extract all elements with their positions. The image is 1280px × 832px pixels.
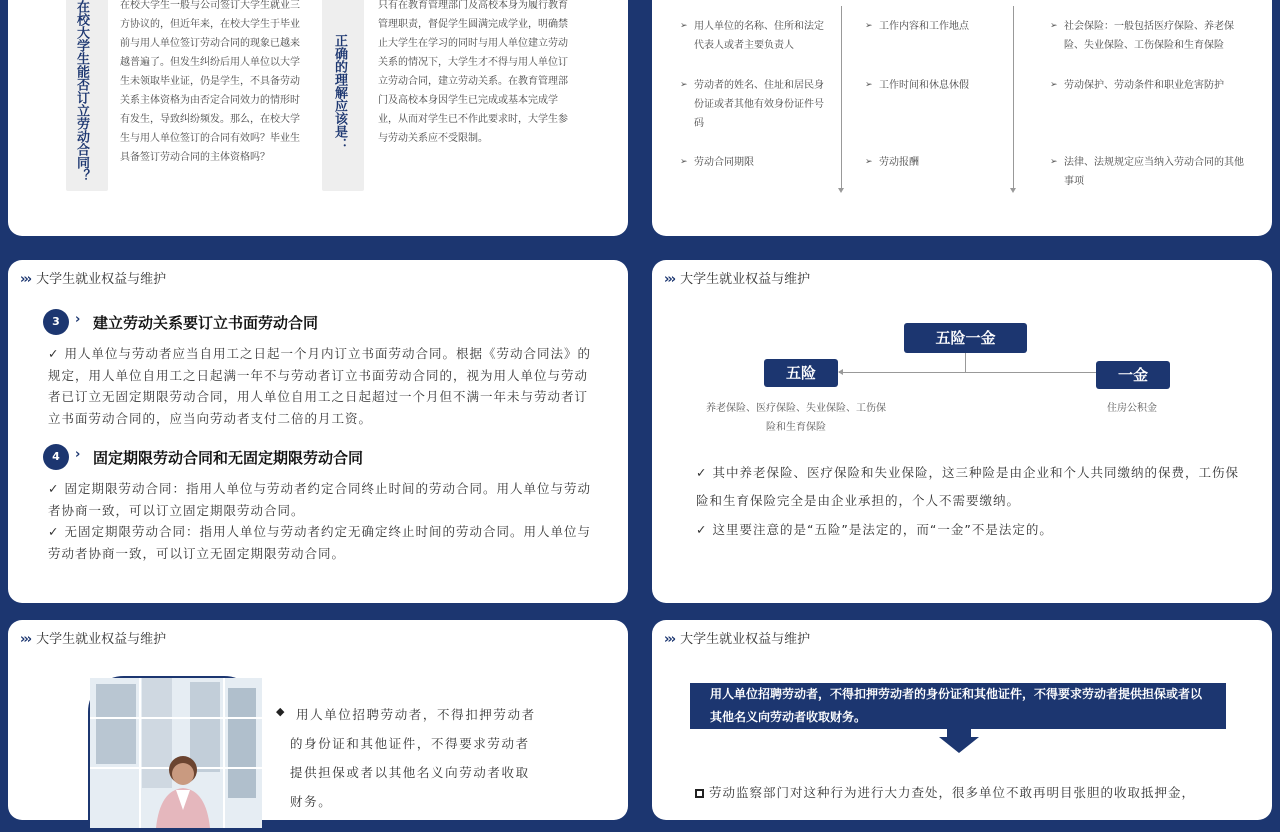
- check-icon: ✓: [48, 346, 65, 361]
- chevron-right-icon: ›: [75, 447, 81, 462]
- check-icon: ✓: [696, 465, 713, 480]
- banner-text: 用人单位招聘劳动者，不得扣押劳动者的身份证和其他证件，不得要求劳动者提供担保或者以其他名义向劳动者收取财务。: [710, 687, 1203, 724]
- inspection-item: 劳动监察部门对这种行为进行大力查处，很多单位不敢再明目张胆的收取抵押金，: [709, 785, 1196, 800]
- paragraph: ✓ 固定期限劳动合同：指用人单位与劳动者约定合同终止时间的劳动合同。用人单位与劳动者协商一致，可以订立固定期限劳动合同。: [48, 481, 591, 518]
- box-five-insurance: 五险: [764, 359, 838, 387]
- triple-chevron-icon: ›››: [20, 632, 31, 647]
- paragraph: ✓ 无固定期限劳动合同：指用人单位与劳动者约定无确定终止时间的劳动合同。用人单位与劳动者协商一致，可以订立无固定期限劳动合同。: [48, 524, 591, 561]
- panel-labor-inspection: [652, 620, 1272, 820]
- note: ✓ 这里要注意的是“五险”是法定的，而“一金”不是法定的。: [696, 522, 1053, 537]
- list-item: ➢ 劳动者的姓名、住址和居民身份证或者其他有效身份证件号码: [680, 76, 826, 133]
- photo-businesswoman: [88, 676, 260, 826]
- section-title: ››› 大学生就业权益与维护: [20, 632, 167, 647]
- answer-body: 只有在教育管理部门及高校本身为履行教育管理职责，督促学生圆满完成学业，明确禁止大学生在学习的同时与用人单位建立劳动关系的情况下，大学生才不得与用人单位订立劳动合同，建立劳动关系。在教育管理部门及高校本身因学生已完成或基本完成学业，从而对学生已不作此要求时，大学生参与劳动关系应不受限制。: [378, 0, 568, 144]
- arrow-left-icon: [838, 369, 843, 375]
- check-icon: ✓: [696, 522, 713, 537]
- caption-insurance: 养老保险、医疗保险、失业保险、工伤保险和生育保险: [706, 403, 886, 433]
- vertical-question: 在校大学生能否订立劳动合同？: [74, 0, 89, 182]
- note: ✓ 其中养老保险、医疗保险和失业保险，这三种险是由企业和个人共同缴纳的保费，工伤保险和生育保险完全是由企业承担的，个人不需要缴纳。: [696, 465, 1239, 508]
- list-item: ➢ 法律、法规规定应当纳入劳动合同的其他事项: [1050, 153, 1246, 191]
- paragraph: ✓ 用人单位与劳动者应当自用工之日起一个月内订立书面劳动合同。根据《劳动合同法》的规定，用人单位自用工之日起满一年不与劳动者订立书面劳动合同的，视为用人单位与劳动者已订立无固定期限劳动合同，用人单位自用工之日起超过一个月但不满一年未与劳动者订立书面劳动合同的，应当向劳动者支付二倍的月工资。: [48, 346, 591, 426]
- vertical-answer: 正确的理解应该是：: [332, 34, 347, 151]
- connector-line: [965, 353, 966, 372]
- connector-line: [839, 372, 1096, 373]
- list-item: ➢ 工作内容和工作地点: [865, 17, 1005, 36]
- check-icon: ✓: [48, 524, 65, 539]
- question-body: 在校大学生一般与公司签订大学生就业三方协议的，但近年来，在校大学生于毕业前与用人单位签订劳动合同的现象已越来越普遍了。但发生纠纷后用人单位以大学生未领取毕业证，仍是学生，不具备劳动关系主体资格为由否定合同效力的情形时有发生，导致纠纷频发。那么，在校大学生与用人单位签订的合同有效吗？毕业生具备签订劳动合同的主体资格吗？: [120, 0, 300, 163]
- section-title: ››› 大学生就业权益与维护: [664, 272, 811, 287]
- list-item: ➢ 社会保险：一般包括医疗保险、养老保险、失业保险、工伤保险和生育保险: [1050, 17, 1246, 55]
- list-item: ➢ 工作时间和休息休假: [865, 76, 1005, 95]
- panel-contract-items: [652, 0, 1272, 236]
- panel-question: [8, 0, 628, 236]
- step-number-4: 4: [43, 444, 69, 470]
- photo-illustration: [90, 678, 262, 828]
- square-bullet-icon: [695, 789, 704, 798]
- panel-recruitment: [8, 620, 628, 820]
- list-item: ➢ 劳动保护、劳动条件和职业危害防护: [1050, 76, 1246, 95]
- step-number-3: 3: [43, 309, 69, 335]
- diamond-bullet-icon: ◆: [276, 705, 285, 718]
- heading-written-contract: 建立劳动关系要订立书面劳动合同: [93, 314, 319, 332]
- check-icon: ✓: [48, 481, 65, 496]
- box-five-one: 五险一金: [904, 323, 1027, 353]
- panel-insurance: [652, 260, 1272, 603]
- caption-fund: 住房公积金: [1107, 403, 1157, 414]
- arrow-down-icon: [939, 729, 979, 753]
- heading-contract-types: 固定期限劳动合同和无固定期限劳动合同: [93, 449, 364, 467]
- list-item: ➢ 劳动报酬: [865, 153, 1005, 172]
- chevron-right-icon: ›: [75, 312, 81, 327]
- list-item: ➢ 劳动合同期限: [680, 153, 826, 172]
- section-title: ››› 大学生就业权益与维护: [20, 272, 167, 287]
- divider-arrow: [1013, 6, 1014, 190]
- triple-chevron-icon: ›››: [664, 632, 675, 647]
- recruitment-text: 用人单位招聘劳动者，不得扣押劳动者的身份证和其他证件，不得要求劳动者提供担保或者以其他名义向劳动者收取财务。: [290, 707, 536, 809]
- divider-arrow: [841, 6, 842, 190]
- section-title: ››› 大学生就业权益与维护: [664, 632, 811, 647]
- triple-chevron-icon: ›››: [20, 272, 31, 287]
- triple-chevron-icon: ›››: [664, 272, 675, 287]
- box-one-fund: 一金: [1096, 361, 1170, 389]
- list-item: ➢ 用人单位的名称、住所和法定代表人或者主要负责人: [680, 17, 826, 55]
- panel-written-contract: [8, 260, 628, 603]
